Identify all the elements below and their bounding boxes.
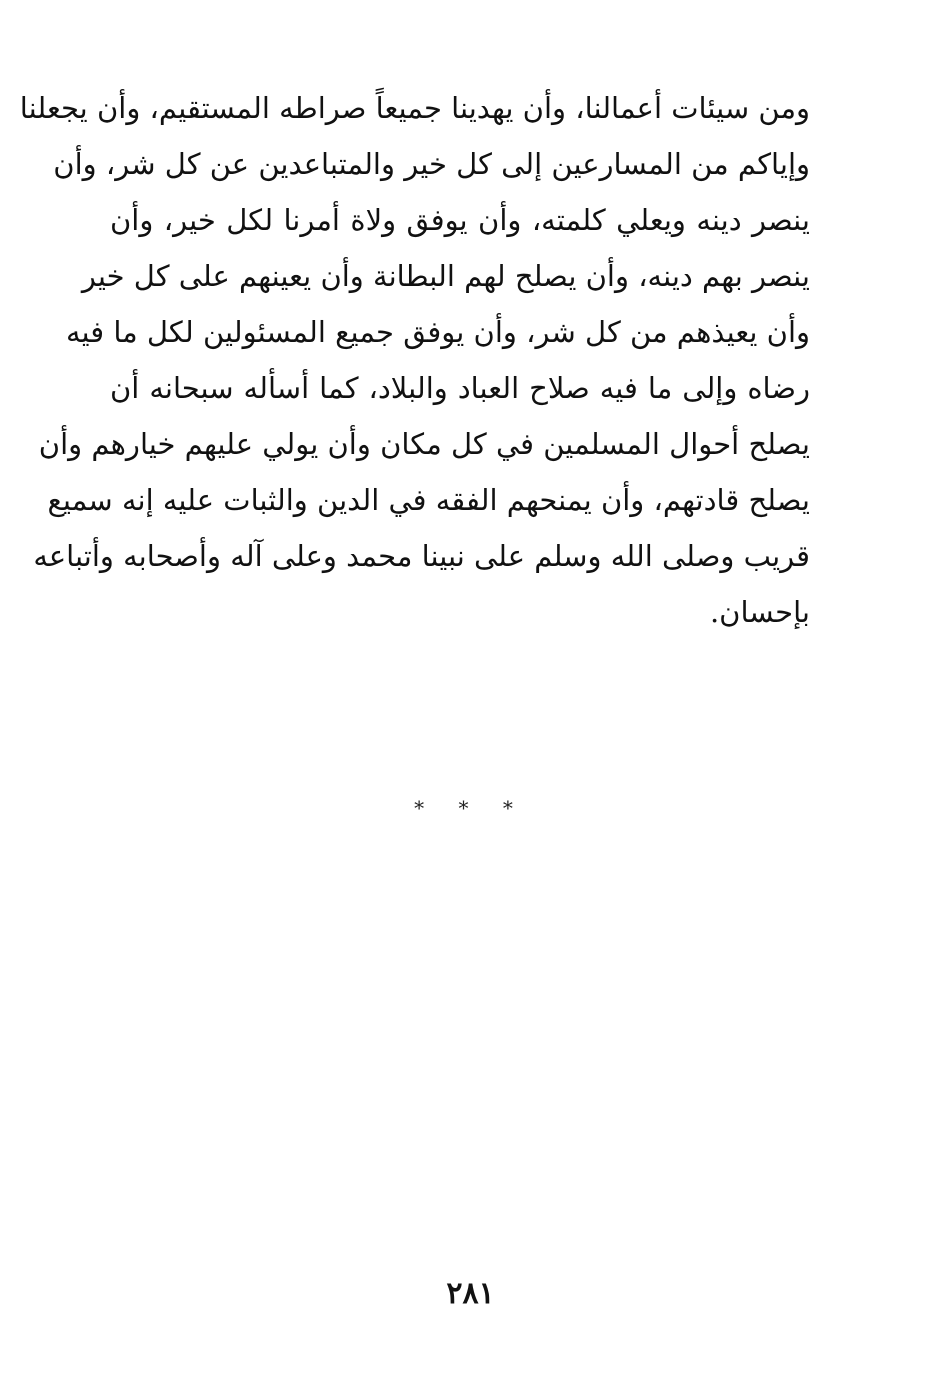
text-line: بإحسان. bbox=[709, 595, 810, 629]
text-line: رضاه وإلى ما فيه صلاح العباد والبلاد، كما أسأله سبحانه أن bbox=[110, 371, 810, 405]
section-separator: * * * bbox=[414, 796, 527, 820]
text-line: ينصر بهم دينه، وأن يصلح لهم البطانة وأن يعينهم على كل خير bbox=[81, 259, 810, 293]
page-number: ٢٨١ bbox=[446, 1276, 495, 1311]
text-line: وإياكم من المسارعين إلى كل خير والمتباعدين عن كل شر، وأن bbox=[53, 147, 810, 181]
text-line: يصلح قادتهم، وأن يمنحهم الفقه في الدين والثبات عليه إنه سميع bbox=[47, 483, 810, 517]
text-line: ينصر دينه ويعلي كلمته، وأن يوفق ولاة أمرنا لكل خير، وأن bbox=[110, 203, 810, 237]
text-line: وأن يعيذهم من كل شر، وأن يوفق جميع المسئولين لكل ما فيه bbox=[65, 315, 810, 349]
text-line: قريب وصلى الله وسلم على نبينا محمد وعلى آله وأصحابه وأتباعه bbox=[33, 539, 810, 573]
text-line: ومن سيئات أعمالنا، وأن يهدينا جميعاً صراطه المستقيم، وأن يجعلنا bbox=[19, 91, 810, 125]
body-text bbox=[19, 80, 810, 640]
text-line: يصلح أحوال المسلمين في كل مكان وأن يولي عليهم خيارهم وأن bbox=[38, 427, 810, 461]
